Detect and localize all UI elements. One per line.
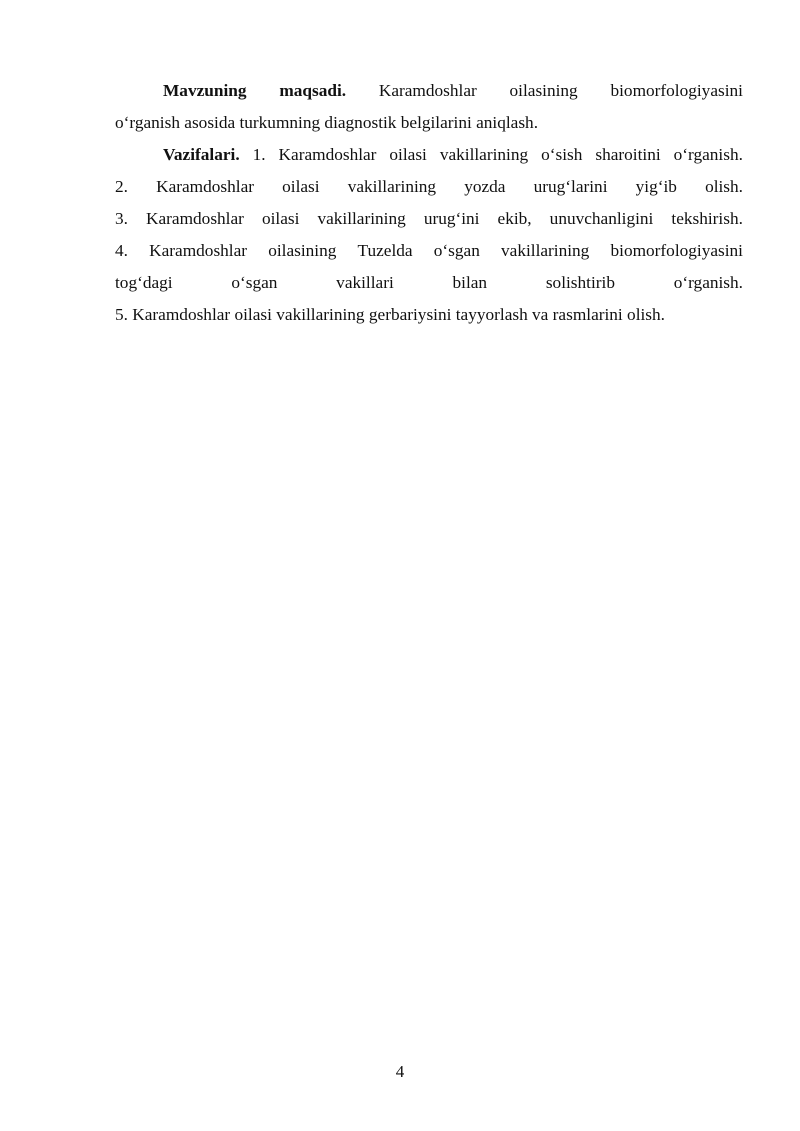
tasks-word: biomorfologiyasini — [610, 241, 743, 260]
tasks-word: 1. — [252, 145, 266, 164]
tasks-label: Vazifalari. — [163, 145, 240, 164]
tasks-word: Karamdoshlar — [146, 209, 244, 228]
tasks-word: urug‘larini — [533, 177, 608, 196]
tasks-word: ekib, — [497, 209, 532, 228]
tasks-word: o‘rganish. — [673, 145, 743, 164]
purpose-word: biomorfologiyasini — [610, 81, 743, 100]
purpose-line-2: o‘rganish asosida turkumning diagnostik belgilarini aniqlash. — [115, 113, 539, 132]
tasks-word: 3. — [115, 209, 128, 228]
tasks-word: o‘sgan — [433, 241, 480, 260]
tasks-word: o‘sish — [541, 145, 583, 164]
tasks-word: oilasi — [282, 177, 320, 196]
tasks-line-5 — [115, 267, 743, 299]
tasks-word: o‘sgan — [231, 273, 278, 292]
tasks-word: 4. — [115, 241, 128, 260]
tasks-word: tekshirish. — [671, 209, 743, 228]
purpose-label-word-2: maqsadi. — [279, 81, 347, 100]
tasks-word: 2. — [115, 177, 128, 196]
tasks-word: solishtirib — [545, 273, 615, 292]
purpose-word: oilasining — [509, 81, 578, 100]
purpose-label-word-1: Mavzuning — [163, 81, 247, 100]
document-body — [115, 75, 743, 331]
tasks-word: Tuzelda — [357, 241, 413, 260]
tasks-word: urug‘ini — [423, 209, 480, 228]
purpose-line-1 — [115, 75, 743, 107]
tasks-word: oilasining — [268, 241, 337, 260]
tasks-word: vakillarining — [317, 209, 406, 228]
tasks-line-6: 5. Karamdoshlar oilasi vakillarining gerbariysini tayyorlash va rasmlarini olish. — [115, 305, 665, 324]
tasks-word: oilasi — [261, 209, 300, 228]
tasks-line-4 — [115, 235, 743, 267]
tasks-line-2 — [115, 171, 743, 203]
tasks-word: o‘rganish. — [673, 273, 743, 292]
tasks-word: Karamdoshlar — [278, 145, 377, 164]
tasks-word: vakillarining — [347, 177, 437, 196]
purpose-word: Karamdoshlar — [378, 81, 477, 100]
tasks-word: vakillari — [336, 273, 394, 292]
tasks-word: Karamdoshlar — [149, 241, 248, 260]
tasks-line-1 — [115, 139, 743, 171]
tasks-word: Karamdoshlar — [156, 177, 254, 196]
tasks-word: olish. — [705, 177, 743, 196]
tasks-word: yozda — [464, 177, 506, 196]
tasks-word: tog‘dagi — [115, 273, 173, 292]
tasks-word: vakillarining — [439, 145, 529, 164]
tasks-word: unuvchanligini — [549, 209, 654, 228]
tasks-word: sharoitini — [595, 145, 661, 164]
tasks-word: yig‘ib — [635, 177, 677, 196]
tasks-line-3 — [115, 203, 743, 235]
tasks-word: bilan — [452, 273, 488, 292]
page-number: 4 — [395, 1062, 405, 1081]
tasks-word: oilasi — [389, 145, 427, 164]
tasks-word: vakillarining — [501, 241, 590, 260]
